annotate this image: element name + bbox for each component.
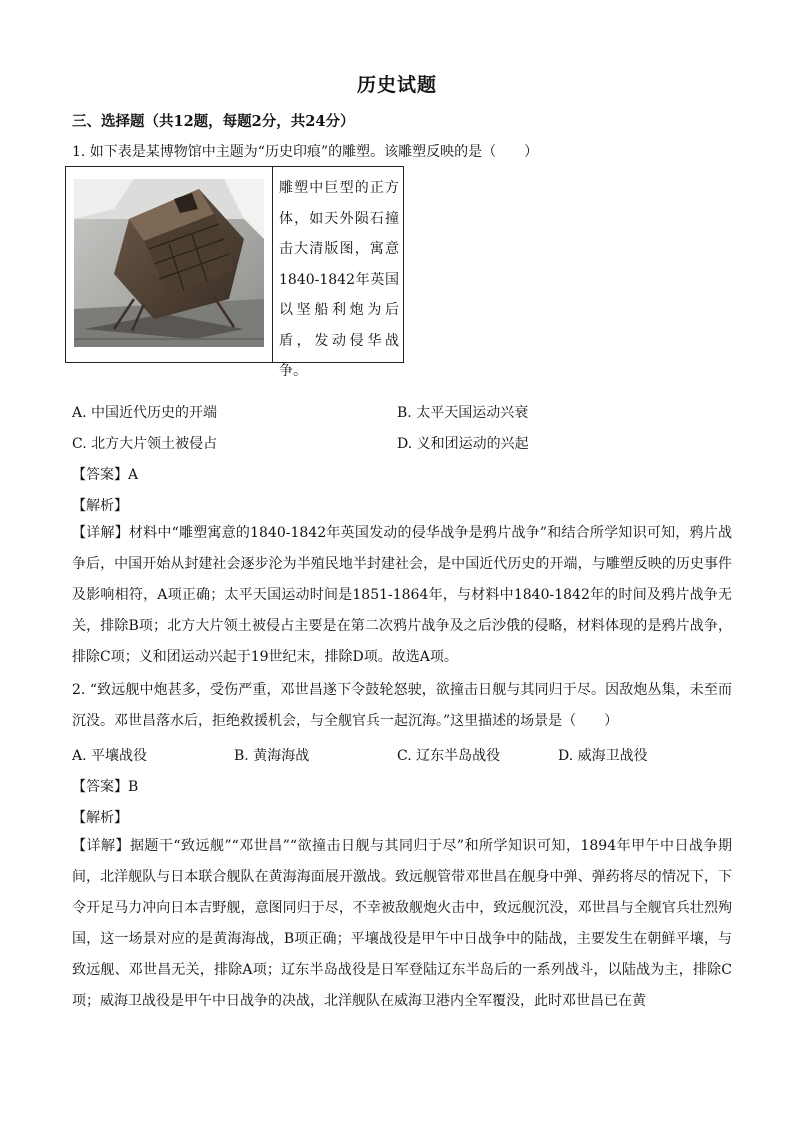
sculpture-image [74, 179, 264, 347]
q2-detail: 【详解】据题干“致远舰”“邓世昌”“欲撞击日舰与其同归于尽”和所学知识可知，1894年甲午中日战争期间，北洋舰队与日本联合舰队在黄海海面展开激战。致远舰管带邓世昌在舰身中弹、弹药将尽的情况下，下令开足马力冲向日本吉野舰，意图同归于尽，不幸被敌舰炮火击中，致远舰沉没，邓世昌与全舰官兵壮烈殉国，这一场景对应的是黄海海战，B项正确；平壤战役是甲午中日战争中的陆战，主要发生在朝鲜平壤，与致远舰、邓世昌无关，排除A项；辽东半岛战役是日军登陆辽东半岛后的一系列战斗，以陆战为主，排除C项；威海卫战役是甲午中日战争的决战，北洋舰队在威海卫港内全军覆没，此时邓世昌已在黄 [72, 838, 732, 1009]
q1-option-a[interactable]: A. 中国近代历史的开端 [72, 405, 218, 421]
q1-analysis-label: 【解析】 [72, 498, 128, 514]
section-heading: 三、选择题（共12题，每题2分，共24分） [72, 113, 355, 130]
sculpture-photo [74, 179, 264, 347]
q1-detail: 【详解】材料中“雕塑寓意的1840-1842年英国发动的侵华战争是鸦片战争”和结合所学知识可知，鸦片战争后，中国开始从封建社会逐步沦为半殖民地半封建社会，是中国近代历史的开端，与雕塑反映的历史事件及影响相符，A项正确；太平天国运动时间是1851-1864年，与材料中1840-1842年的时间及鸦片战争无关，排除B项；北方大片领土被侵占主要是在第二次鸦片战争及之后沙俄的侵略，材料体现的是鸦片战争，排除C项；义和团运动兴起于19世纪末，排除D项。故选A项。 [72, 525, 732, 665]
q2-option-b[interactable]: B. 黄海海战 [234, 748, 310, 764]
question-2-stem: 2. “致远舰中炮甚多，受伤严重，邓世昌遂下令鼓轮怒驶，欲撞击日舰与其同归于尽。因敌炮丛集，未至而沉没。邓世昌落水后，拒绝救援机会，与全舰官兵一起沉海。”这里描述的场景是（ ） [72, 682, 732, 729]
q2-answer: 【答案】B [72, 779, 139, 795]
q1-option-b[interactable]: B. 太平天国运动兴衰 [397, 405, 529, 421]
q2-option-c[interactable]: C. 辽东半岛战役 [397, 748, 501, 764]
q2-analysis-label: 【解析】 [72, 810, 128, 826]
question-1-stem: 1. 如下表是某博物馆中主题为“历史印痕”的雕塑。该雕塑反映的是（ ） [72, 144, 539, 160]
sculpture-description: 雕塑中巨型的正方体，如天外陨石撞击大清版图，寓意1840-1842年英国以坚船利炮为后盾，发动侵华战争。 [279, 180, 399, 379]
sculpture-table [65, 166, 404, 379]
q1-option-c[interactable]: C. 北方大片领土被侵占 [72, 436, 218, 452]
q1-answer: 【答案】A [72, 467, 139, 483]
q2-option-d[interactable]: D. 威海卫战役 [558, 748, 648, 764]
page-title: 历史试题 [356, 74, 437, 96]
q2-option-a[interactable]: A. 平壤战役 [72, 748, 148, 764]
q1-option-d[interactable]: D. 义和团运动的兴起 [397, 436, 529, 452]
table-divider [272, 167, 273, 362]
